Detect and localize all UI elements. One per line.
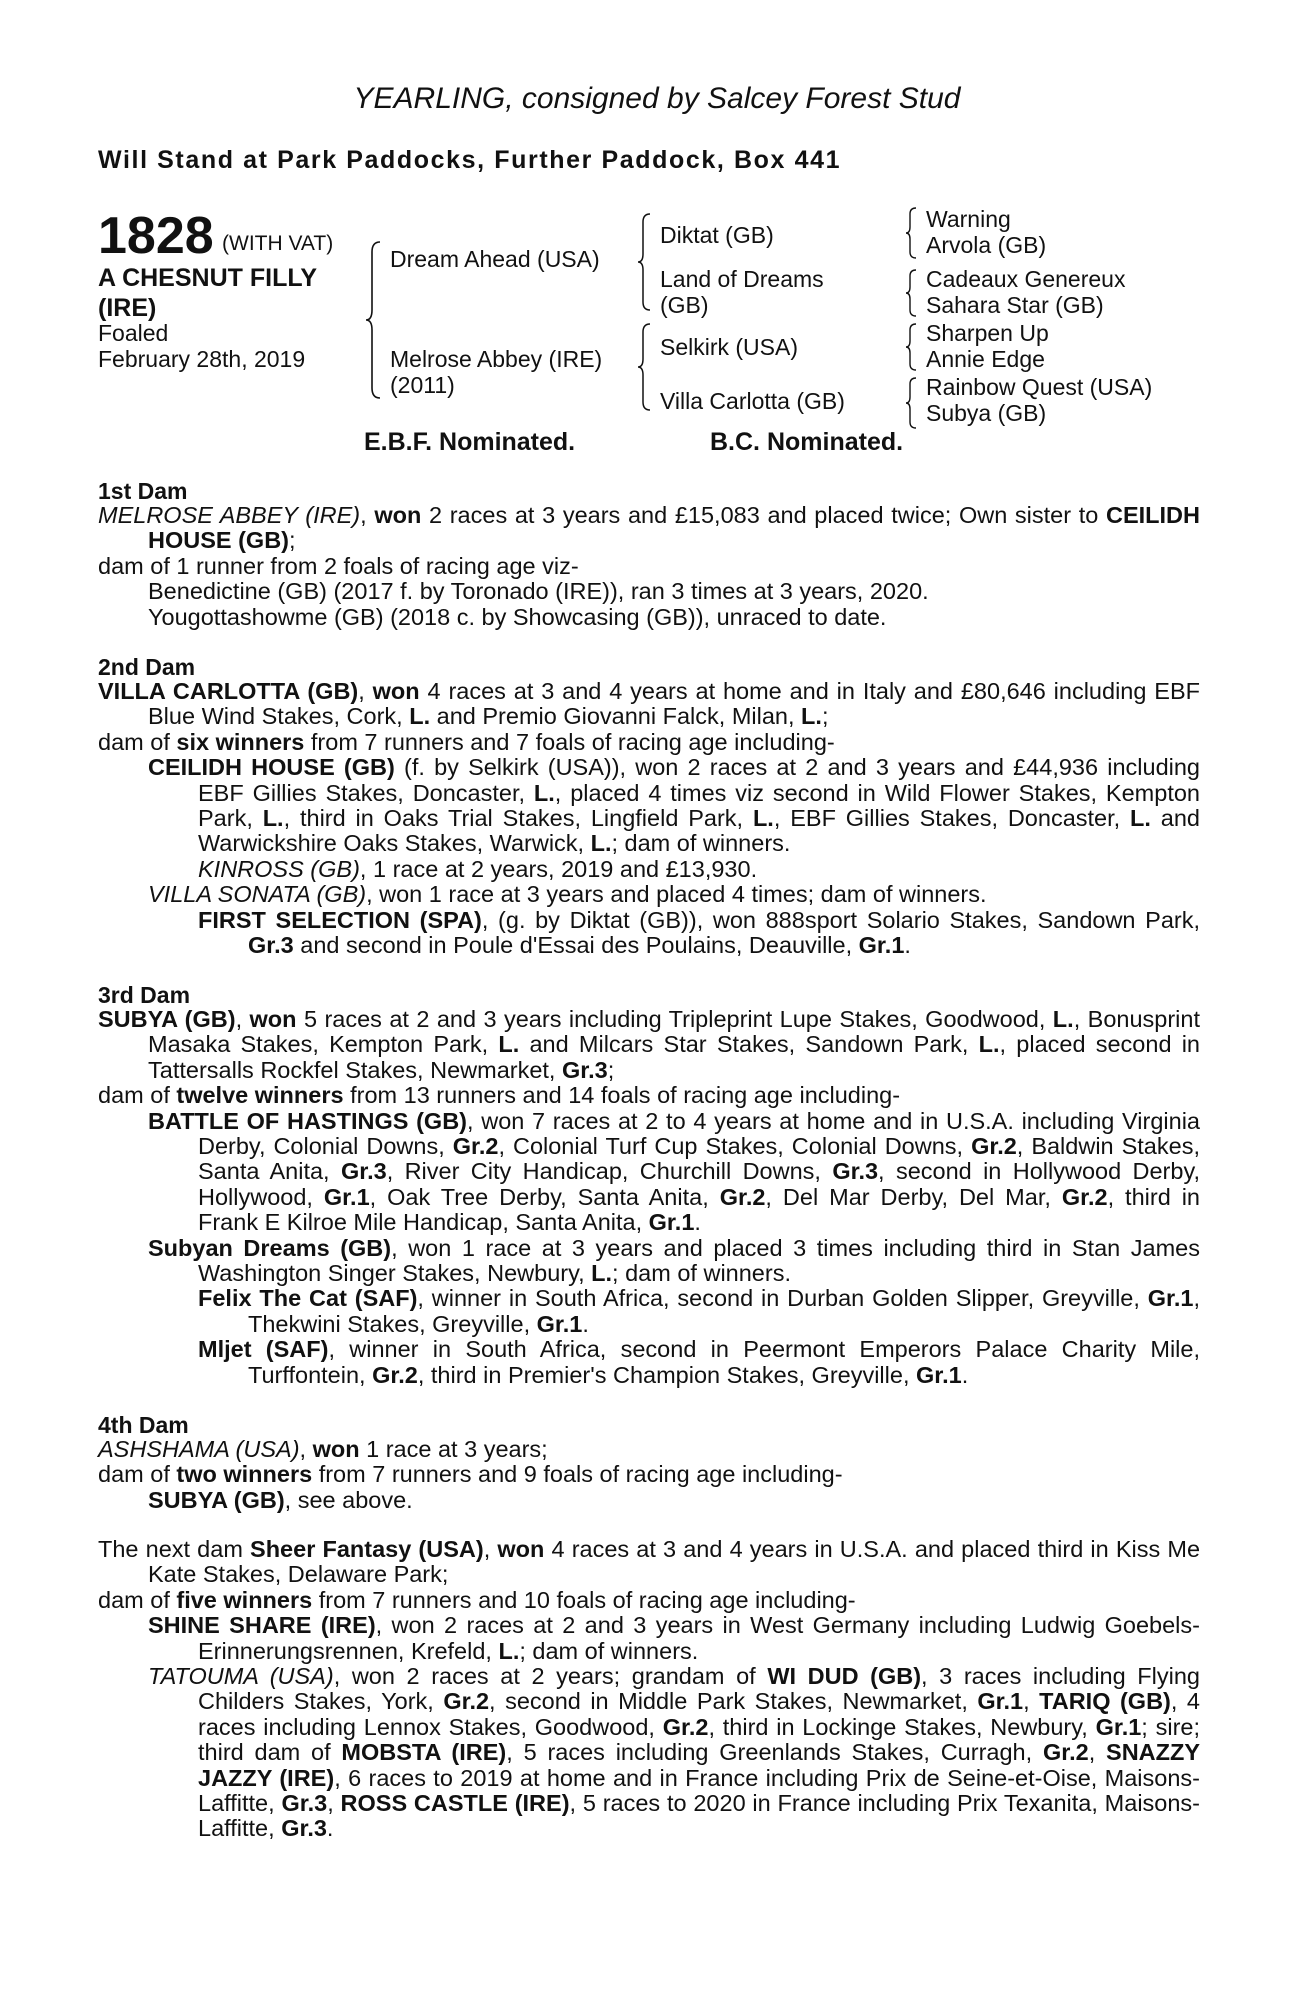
pedigree-brace-sire [636,212,652,312]
first-dam-text: MELROSE ABBEY (IRE), won 2 races at 3 years and £15,083 and placed twice; Own sister to CEILIDH HOUSE (GB); dam of 1 runner from 2 foals of racing age viz- Benedictine (GB) (2017 f. by Toronado (IRE)), ran 3 times at 3 years, 2020. Yougottashowme (GB) (2018 c. by Showcasing (GB)), unraced to date. [98,502,1200,630]
lot-sex: A CHESNUT FILLY [98,264,317,292]
pedigree-ggs-2: Arvola (GB) [926,232,1047,258]
foaled-date: February 28th, 2019 [98,346,306,372]
pedigree-sire-sire: Diktat (GB) [660,222,774,248]
pedigree-ggs-8: Subya (GB) [926,400,1047,426]
section-heading-2nd-dam: 2nd Dam [98,654,196,680]
pedigree-ggs-6: Annie Edge [926,346,1045,372]
pedigree-sire: Dream Ahead (USA) [390,246,600,272]
pedigree-dam-year: (2011) [390,372,455,398]
pedigree-brace-dam [636,322,652,412]
stand-location: Will Stand at Park Paddocks, Further Paddock, Box 441 [98,146,842,174]
pedigree-brace-g4 [904,376,918,430]
pedigree-ggs-7: Rainbow Quest (USA) [926,374,1153,400]
pedigree-brace-g2 [904,268,918,318]
pedigree-ggs-4: Sahara Star (GB) [926,292,1104,318]
pedigree-dam-sire: Selkirk (USA) [660,334,799,360]
vat-label: (WITH VAT) [222,232,334,255]
lot-country: (IRE) [98,294,157,322]
section-heading-4th-dam: 4th Dam [98,1412,189,1438]
pedigree-ggs-5: Sharpen Up [926,320,1049,346]
fourth-dam-text: ASHSHAMA (USA), won 1 race at 3 years; dam of two winners from 7 runners and 9 foals of racing age including- SUBYA (GB), see above. [98,1436,843,1513]
pedigree-brace-g1 [904,206,918,260]
consignment-title: YEARLING, consigned by Salcey Forest Stud [353,82,961,115]
bc-nomination: B.C. Nominated. [710,428,904,456]
pedigree-sire-dam-country: (GB) [660,292,709,318]
pedigree-dam: Melrose Abbey (IRE) [390,346,603,372]
ebf-nomination: E.B.F. Nominated. [364,428,576,456]
next-dam-text: The next dam Sheer Fantasy (USA), won 4 races at 3 and 4 years in U.S.A. and placed third in Kiss Me Kate Stakes, Delaware Park; dam of five winners from 7 runners and 10 foals of racing age including- SHINE SHARE (IRE), won 2 races at 2 and 3 years in West Germany including Ludwig Goebels-Erinnerungsrennen, Krefeld, L.; dam of winners. TATOUMA (USA), won 2 races at 2 years; grandam of WI DUD (GB), 3 races including Flying Childers Stakes, York, Gr.2, second in Middle Park Stakes, Newmarket, Gr.1, TARIQ (GB), 4 races including Lennox Stakes, Goodwood, Gr.2, third in Lockinge Stakes, Newbury, Gr.1; sire; third dam of MOBSTA (IRE), 5 races including Greenlands Stakes, Curragh, Gr.2, SNAZZY JAZZY (IRE), 6 races to 2019 at home and in France including Prix de Seine-et-Oise, Maisons-Laffitte, Gr.3, ROSS CASTLE (IRE), 5 races to 2020 in France including Prix Texanita, Maisons-Laffitte, Gr.3. [98,1536,1201,1842]
third-dam-text: SUBYA (GB), won 5 races at 2 and 3 years including Tripleprint Lupe Stakes, Goodwood, L., Bonusprint Masaka Stakes, Kempton Park, L. and Milcars Star Stakes, Sandown Park, L., placed second in Tattersalls Rockfel Stakes, Newmarket, Gr.3; dam of twelve winners from 13 runners and 14 foals of racing age including- BATTLE OF HASTINGS (GB), won 7 races at 2 to 4 years at home and in U.S.A. including Virginia Derby, Colonial Downs, Gr.2, Colonial Turf Cup Stakes, Colonial Downs, Gr.2, Baldwin Stakes, Santa Anita, Gr.3, River City Handicap, Churchill Downs, Gr.3, second in Hollywood Derby, Hollywood, Gr.1, Oak Tree Derby, Santa Anita, Gr.2, Del Mar Derby, Del Mar, Gr.2, third in Frank E Kilroe Mile Handicap, Santa Anita, Gr.1. Subyan Dreams (GB), won 1 race at 3 years and placed 3 times including third in Stan James Washington Singer Stakes, Newbury, L.; dam of winners. Felix The Cat (SAF), winner in South Africa, second in Durban Golden Slipper, Greyville, Gr.1, Thekwini Stakes, Greyville, Gr.1. Mljet (SAF), winner in South Africa, second in Peermont Emperors Palace Charity Mile, Turffontein, Gr.2, third in Premier's Champion Stakes, Greyville, Gr.1. [98,1006,1201,1388]
pedigree-brace-g3 [904,322,918,372]
section-heading-1st-dam: 1st Dam [98,478,188,504]
pedigree-ggs-3: Cadeaux Genereux [926,266,1126,292]
pedigree-sire-dam: Land of Dreams [660,266,824,292]
lot-number: 1828 [98,207,214,265]
second-dam-text: VILLA CARLOTTA (GB), won 4 races at 3 and 4 years at home and in Italy and £80,646 including EBF Blue Wind Stakes, Cork, L. and Premio Giovanni Falck, Milan, L.; dam of six winners from 7 runners and 7 foals of racing age including- CEILIDH HOUSE (GB) (f. by Selkirk (USA)), won 2 races at 2 and 3 years and £44,936 including EBF Gillies Stakes, Doncaster, L., placed 4 times viz second in Wild Flower Stakes, Kempton Park, L., third in Oaks Trial Stakes, Lingfield Park, L., EBF Gillies Stakes, Doncaster, L. and Warwickshire Oaks Stakes, Warwick, L.; dam of winners. KINROSS (GB), 1 race at 2 years, 2019 and £13,930. VILLA SONATA (GB), won 1 race at 3 years and placed 4 times; dam of winners. FIRST SELECTION (SPA), (g. by Diktat (GB)), won 888sport Solario Stakes, Sandown Park, Gr.3 and second in Poule d'Essai des Poulains, Deauville, Gr.1. [98,678,1200,959]
pedigree-ggs-1: Warning [926,206,1011,232]
pedigree-brace-main [364,240,384,400]
section-heading-3rd-dam: 3rd Dam [98,982,191,1008]
pedigree-dam-dam: Villa Carlotta (GB) [660,388,845,414]
foaled-label: Foaled [98,320,169,346]
